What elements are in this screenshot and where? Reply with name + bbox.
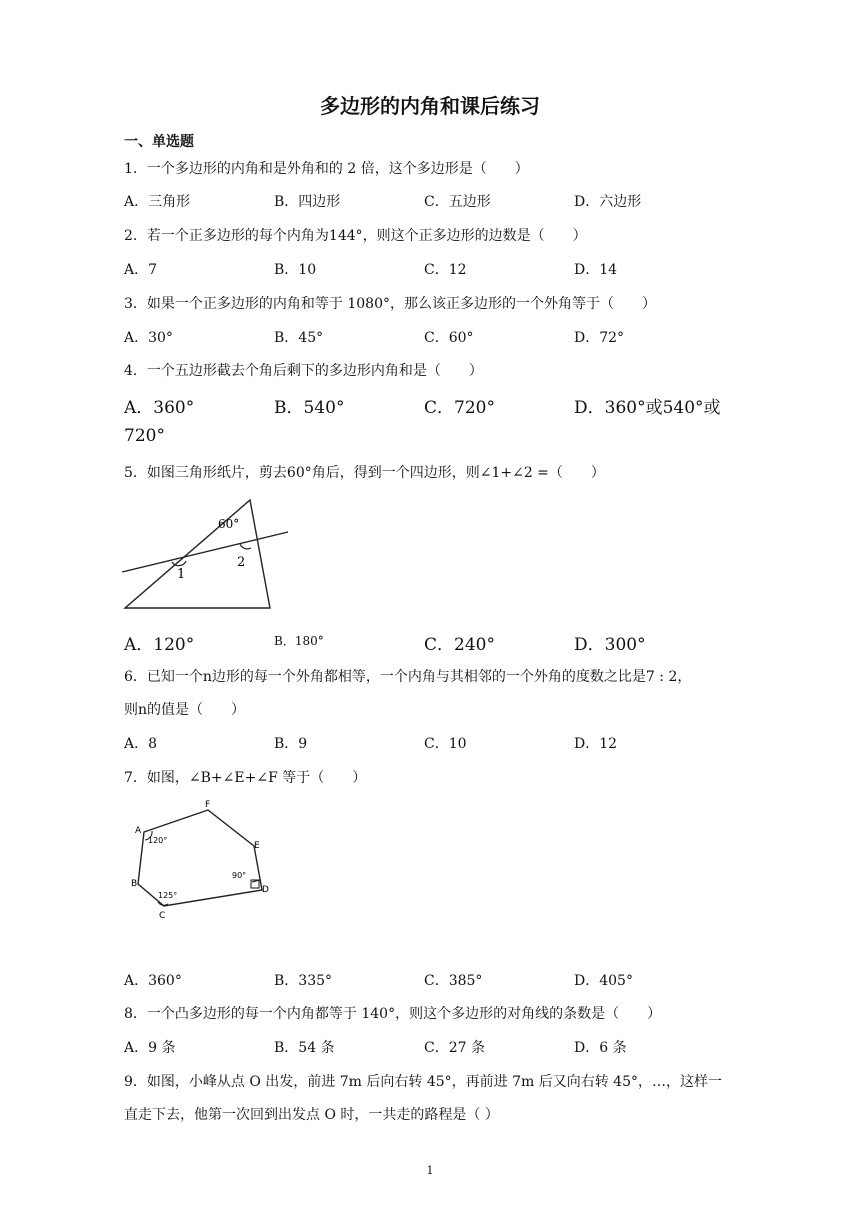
q7-label-e: E (254, 841, 260, 851)
q8-option-a: A．9 条 (124, 1040, 176, 1056)
q7-option-b: B．335° (274, 973, 333, 989)
q6-option-c: C．10 (424, 736, 467, 752)
q2-option-a: A．7 (124, 262, 158, 278)
q7-label-f: F (205, 800, 211, 810)
q6-option-d: D．12 (574, 736, 618, 752)
q4-option-d-wrap: 720° (124, 426, 165, 446)
q5-angle-2-label: 2 (237, 555, 246, 570)
q5-option-a: A．120° (124, 635, 195, 655)
question-5-stem: 5．如图三角形纸片，剪去60°角后，得到一个四边形，则∠1+∠2 =（ ） (124, 465, 605, 481)
q4-option-c: C．720° (424, 398, 495, 418)
q1-option-b: B．四边形 (274, 194, 341, 210)
q8-option-c: C．27 条 (424, 1040, 485, 1056)
q7-polygon-figure (128, 798, 278, 920)
q4-option-a: A．360° (124, 398, 195, 418)
q7-label-c: C (159, 911, 166, 920)
q5-angle-60-label: 60° (218, 517, 240, 531)
q2-option-d: D．14 (574, 262, 618, 278)
q3-option-b: B．45° (274, 330, 324, 346)
q5-option-c: C．240° (424, 635, 495, 655)
q8-option-d: D．6 条 (574, 1040, 627, 1056)
question-7-stem: 7．如图，∠B+∠E+∠F 等于（ ） (124, 770, 367, 786)
q6-option-a: A．8 (124, 736, 158, 752)
q5-option-b: B．180° (274, 634, 324, 648)
q7-option-c: C．385° (424, 973, 483, 989)
q3-option-a: A．30° (124, 330, 173, 346)
q4-option-d: D．360°或540°或 (574, 398, 721, 418)
q5-triangle-figure (120, 496, 292, 612)
q6-option-b: B．9 (274, 736, 308, 752)
q1-option-c: C．五边形 (424, 194, 491, 210)
page-title: 多边形的内角和课后练习 (320, 94, 540, 118)
q2-option-b: B．10 (274, 262, 317, 278)
q7-option-a: A．360° (124, 973, 182, 989)
q7-angle-120-label: 120° (148, 836, 168, 845)
q1-option-a: A．三角形 (124, 194, 191, 210)
q5-angle-1-label: 1 (177, 567, 186, 582)
q7-label-b: B (131, 879, 138, 889)
q7-option-d: D．405° (574, 973, 633, 989)
page-number: 1 (426, 1164, 434, 1177)
question-1-stem: 1．一个多边形的内角和是外角和的 2 倍，这个多边形是（ ） (124, 161, 529, 177)
q2-option-c: C．12 (424, 262, 467, 278)
question-2-stem: 2．若一个正多边形的每个内角为144°，则这个正多边形的边数是（ ） (124, 228, 587, 244)
question-6-stem-cont: 则n的值是（ ） (124, 702, 246, 718)
q7-angle-125-label: 125° (158, 891, 178, 900)
q7-label-a: A (135, 826, 142, 836)
q7-label-d: D (262, 885, 269, 895)
q4-option-b: B．540° (274, 398, 345, 418)
question-9-stem-cont: 直走下去，他第一次回到出发点 O 时，一共走的路程是（ ） (124, 1107, 499, 1123)
question-6-stem: 6．已知一个n边形的每一个外角都相等，一个内角与其相邻的一个外角的度数之比是7 : 2， (124, 669, 692, 685)
q8-option-b: B．54 条 (274, 1040, 335, 1056)
q5-option-d: D．300° (574, 635, 646, 655)
question-9-stem: 9．如图，小峰从点 O 出发，前进 7m 后向右转 45°，再前进 7m 后又向右转 45°，…，这样一 (124, 1074, 722, 1090)
q3-option-d: D．72° (574, 330, 625, 346)
question-4-stem: 4．一个五边形截去个角后剩下的多边形内角和是（ ） (124, 363, 483, 379)
q1-option-d: D．六边形 (574, 194, 642, 210)
q3-option-c: C．60° (424, 330, 474, 346)
section-heading: 一、单选题 (124, 134, 194, 150)
question-3-stem: 3．如果一个正多边形的内角和等于 1080°，那么该正多边形的一个外角等于（ ） (124, 296, 656, 312)
question-8-stem: 8．一个凸多边形的每一个内角都等于 140°，则这个多边形的对角线的条数是（ ） (124, 1006, 662, 1022)
q7-angle-90-label: 90° (232, 871, 247, 880)
